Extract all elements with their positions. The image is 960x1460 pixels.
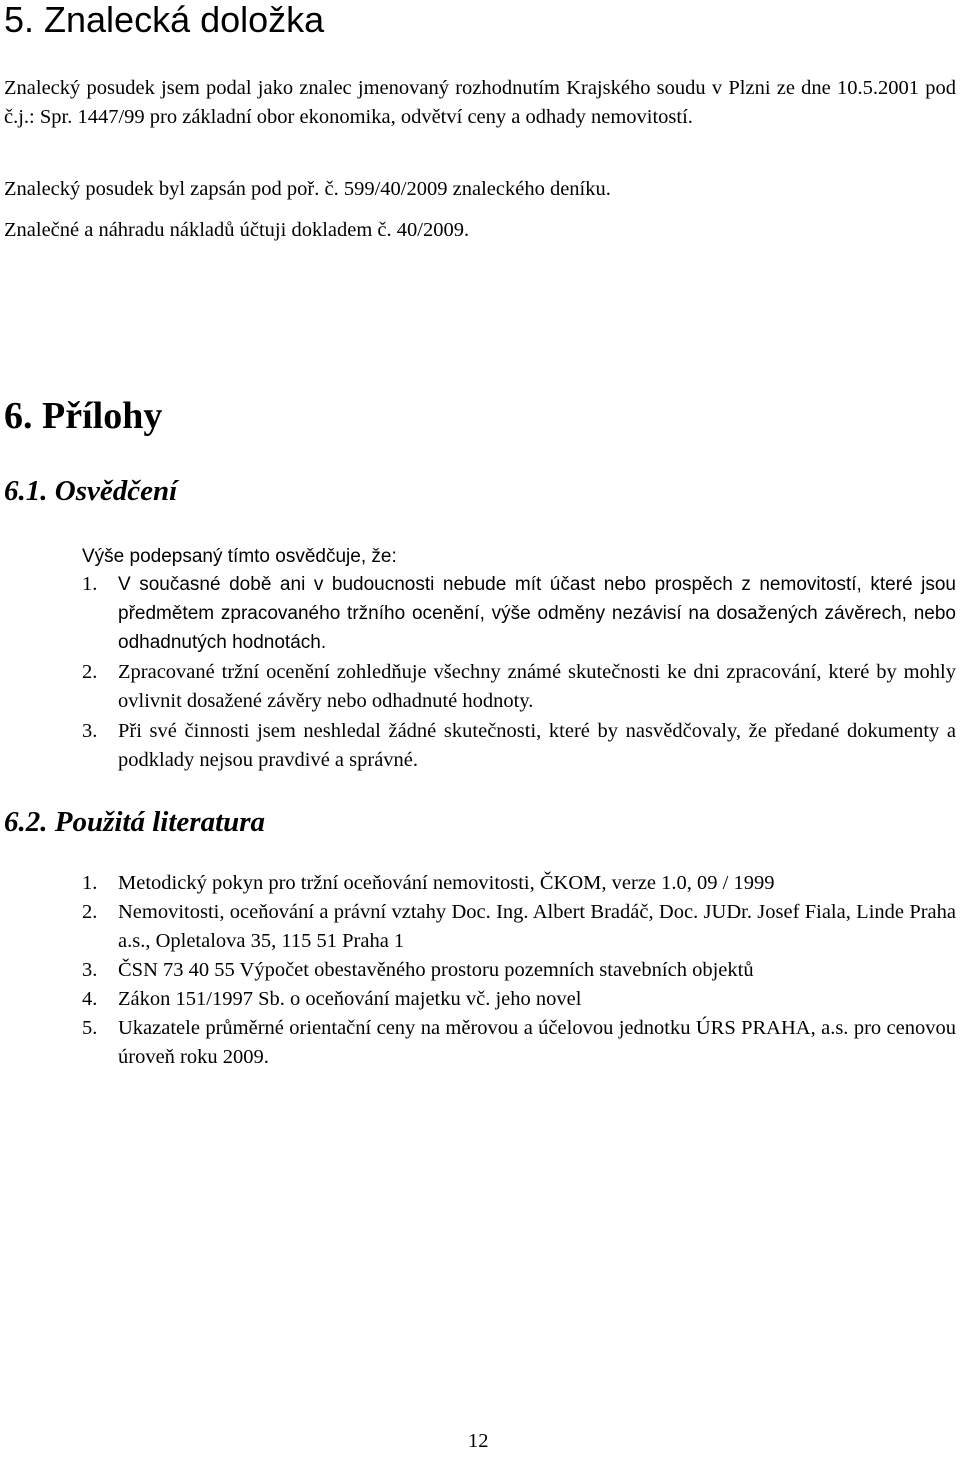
literature-item <box>82 869 956 898</box>
literature-list <box>82 869 956 1072</box>
literature-item-text: Zákon 151/1997 Sb. o oceňování majetku vč. jeho novel <box>118 988 582 1010</box>
literature-item-text: Ukazatele průměrné orientační ceny na měrovou a účelovou jednotku ÚRS PRAHA, a.s. pro cenovou úroveň roku 2009. <box>118 1017 956 1068</box>
page-number: 12 <box>468 1430 489 1452</box>
attestation-item <box>82 658 956 716</box>
literature-item-number: 1. <box>82 872 98 894</box>
literature-item <box>82 985 956 1014</box>
subsection-6-2-heading: 6.2. Použitá literatura <box>4 806 266 838</box>
attestation-intro: Výše podepsaný tímto osvědčuje, že: <box>82 546 397 567</box>
attestation-item <box>82 717 956 775</box>
attestation-item-text: V současné době ani v budoucnosti nebude mít účast nebo prospěch z nemovitostí, které jsou předmětem zpracovaného tržního ocenění, výše odměny nezávisí na dosažených závěrech, nebo odhadnutých hodnotách. <box>118 574 956 653</box>
literature-item-text: Nemovitosti, oceňování a právní vztahy Doc. Ing. Albert Bradáč, Doc. JUDr. Josef Fiala, Linde Praha a.s., Opletalova 35, 115 51 Praha 1 <box>118 901 956 952</box>
attestation-item-text: Zpracované tržní ocenění zohledňuje všechny známé skutečnosti ke dni zpracování, které by mohly ovlivnit dosažené závěry nebo odhadnuté hodnoty. <box>118 661 956 712</box>
section-5-paragraph-2: Znalecký posudek byl zapsán pod poř. č. 599/40/2009 znaleckého deníku. <box>4 178 611 200</box>
attestation-item-number: 3. <box>82 720 98 742</box>
literature-item-number: 5. <box>82 1017 98 1039</box>
section-5-paragraph-3: Znalečné a náhradu nákladů účtuji dokladem č. 40/2009. <box>4 219 470 241</box>
attestation-list <box>82 570 956 775</box>
literature-item-number: 2. <box>82 901 98 923</box>
literature-item <box>82 1014 956 1072</box>
section-5-heading: 5. Znalecká doložka <box>4 0 325 40</box>
literature-item <box>82 956 956 985</box>
literature-item <box>82 898 956 956</box>
section-5-paragraph-1: Znalecký posudek jsem podal jako znalec jmenovaný rozhodnutím Krajského soudu v Plzni ze dne 10.5.2001 pod č.j.: Spr. 1447/99 pro základní obor ekonomika, odvětví ceny a odhady nemovitostí. <box>4 77 956 128</box>
attestation-item-number: 1. <box>82 573 98 595</box>
literature-item-number: 3. <box>82 959 98 981</box>
literature-item-text: Metodický pokyn pro tržní oceňování nemovitosti, ČKOM, verze 1.0, 09 / 1999 <box>118 872 775 894</box>
section-6-heading: 6. Přílohy <box>4 395 163 437</box>
literature-item-text: ČSN 73 40 55 Výpočet obestavěného prostoru pozemních stavebních objektů <box>118 959 754 981</box>
attestation-item <box>82 570 956 657</box>
subsection-6-1-heading: 6.1. Osvědčení <box>4 475 178 507</box>
attestation-item-number: 2. <box>82 661 98 683</box>
literature-item-number: 4. <box>82 988 98 1010</box>
attestation-item-text: Při své činnosti jsem neshledal žádné skutečnosti, které by nasvědčovaly, že předané dokumenty a podklady nejsou pravdivé a správné. <box>118 720 956 771</box>
